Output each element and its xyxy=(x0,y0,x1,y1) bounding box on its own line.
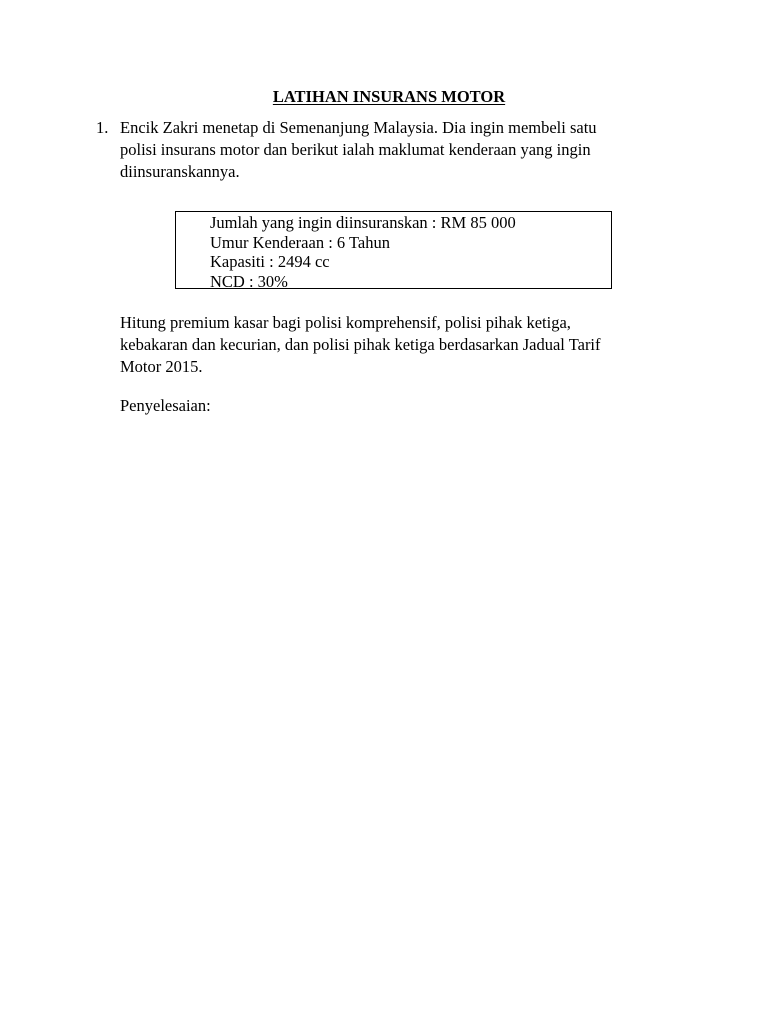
document-title: LATIHAN INSURANS MOTOR xyxy=(272,87,506,106)
question-line: diinsuranskannya. xyxy=(120,162,240,181)
instruction-line: Hitung premium kasar bagi polisi komprehensif, polisi pihak ketiga, xyxy=(120,313,571,332)
ncd-rate: NCD : 30% xyxy=(210,271,288,291)
instruction-line: Motor 2015. xyxy=(120,357,203,376)
solution-label: Penyelesaian: xyxy=(120,396,211,415)
question-line: polisi insurans motor dan berikut ialah maklumat kenderaan yang ingin xyxy=(120,140,591,159)
instruction-line: kebakaran dan kecurian, dan polisi pihak ketiga berdasarkan Jadual Tarif xyxy=(120,335,601,354)
engine-capacity: Kapasiti : 2494 cc xyxy=(210,252,330,272)
question-text xyxy=(120,117,660,183)
question-number: 1. xyxy=(96,118,109,137)
vehicle-age: Umur Kenderaan : 6 Tahun xyxy=(210,232,390,252)
vehicle-info-box xyxy=(175,211,612,289)
question-line: Encik Zakri menetap di Semenanjung Malaysia. Dia ingin membeli satu xyxy=(120,118,597,137)
instruction-text xyxy=(120,312,680,378)
insured-amount: Jumlah yang ingin diinsuranskan : RM 85 000 xyxy=(210,213,516,232)
